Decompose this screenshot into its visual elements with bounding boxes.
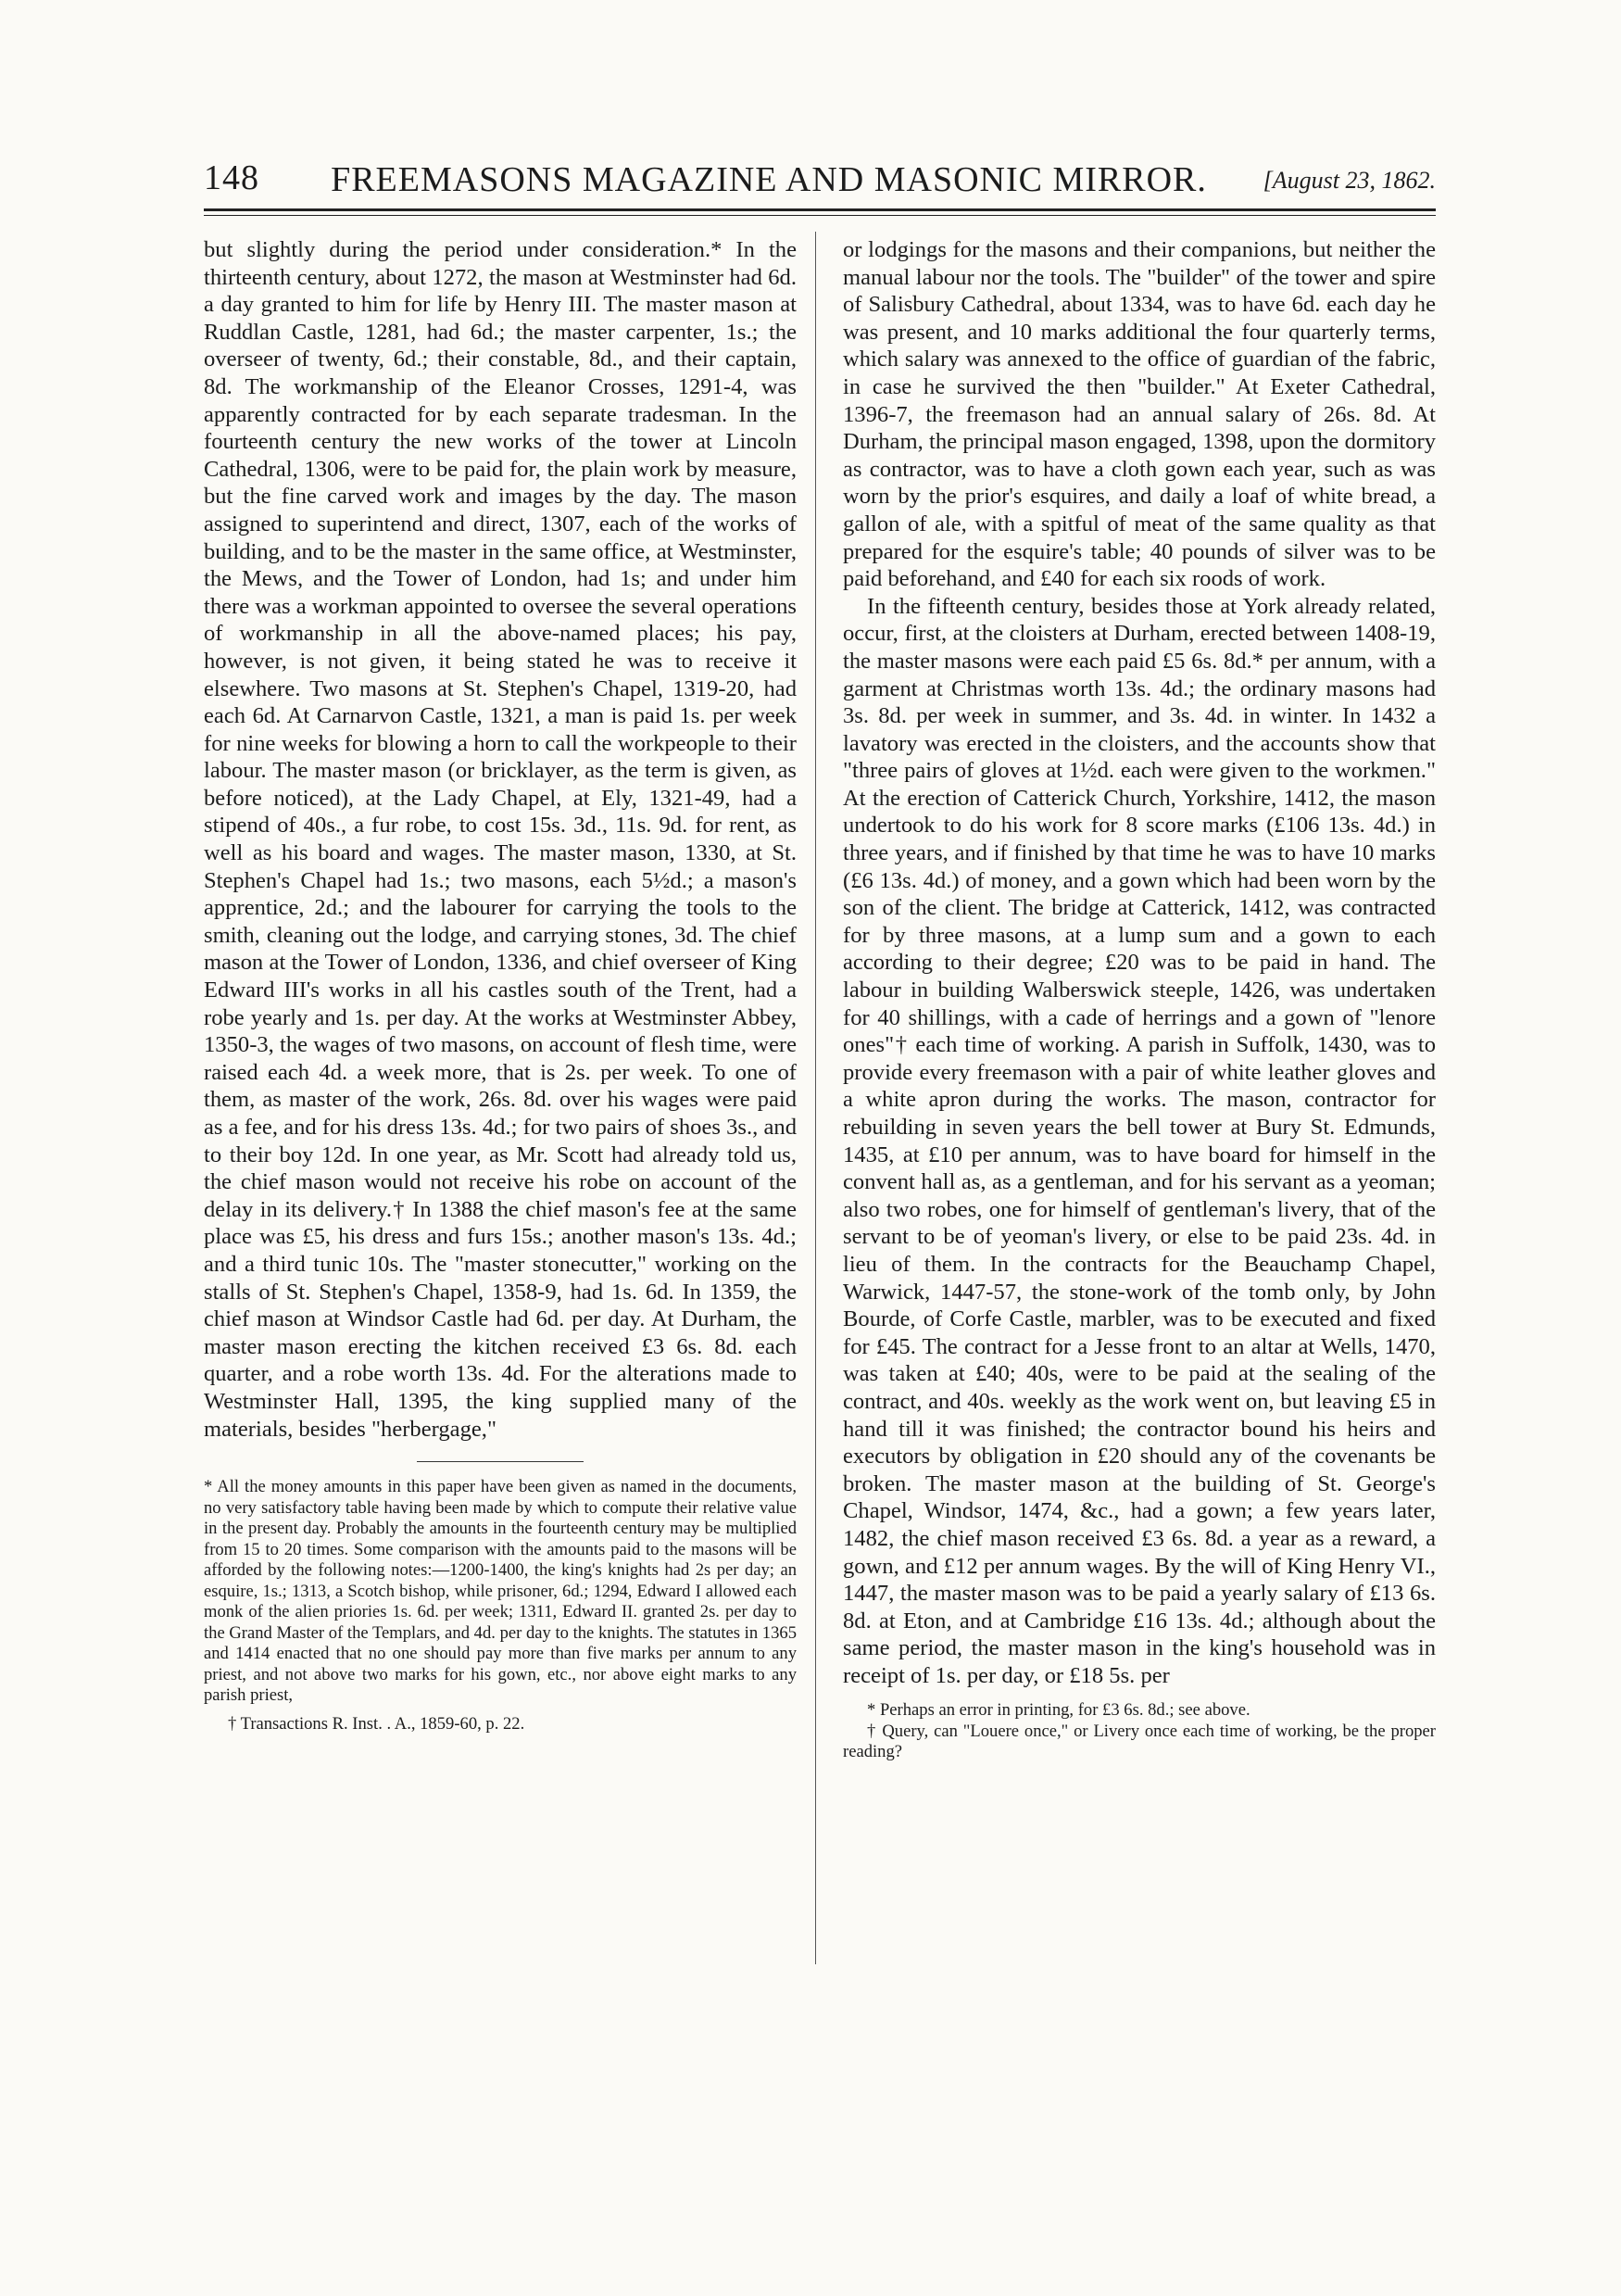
left-paragraph-1: but slightly during the period under consideration.* In the thirteenth century, about 1272, the mason at Westminster had 6d. a day granted to him for life by Henry III. The master mason at Ruddlan Castle, 1281, had 6d.; the master carpenter, 1s.; the overseer of twenty, 6d.; their constable, 8d., and their captain, 8d. The workmanship of the Eleanor Crosses, 1291-4, was apparently contracted for by each separate tradesman. In the fourteenth century the new works of the tower at Lincoln Cathedral, 1306, were to be paid for, the plain work by measure, but the fine carved work and images by the day. The mason assigned to superintend and direct, 1307, each of the works of building, and to be the master in the same office, at Westminster, the Mews, and the Tower of London, had 1s; and under him there was a workman appointed to oversee the several operations of workmanship in all the above-named places; his pay, however, is not given, it being stated he was to receive it elsewhere. Two masons at St. Stephen's Chapel, 1319-20, had each 6d. At Carnarvon Castle, 1321, a man is paid 1s. per week for nine weeks for blowing a horn to call the workpeople to their labour. The master mason (or bricklayer, as the term is given, as before noticed), at the Lady Chapel, at Ely, 1321-49, had a stipend of 40s., a fur robe, to cost 15s. 3d., 11s. 9d. for rent, as well as his board and wages. The master mason, 1330, at St. Stephen's Chapel had 1s.; two masons, each 5½d.; a mason's apprentice, 2d.; and the labourer for carrying the tools to the smith, cleaning out the lodge, and carrying stones, 3d. The chief mason at the Tower of London, 1336, and chief overseer of King Edward III's works in all his castles south of the Trent, had a robe yearly and 1s. per day. At the works at Westminster Abbey, 1350-3, the wages of two masons, on account of flesh time, were raised each 4d. a week more, that is 2s. per week. To one of them, as master of the work, 26s. 8d. over his wages were paid as a fee, and for his dress 13s. 4d.; for two pairs of shoes 3s., and to their boy 12d. In one year, as Mr. Scott had already told us, the chief mason would not receive his robe on account of the delay in its delivery.† In 1388 the chief mason's fee at the same place was £5, his dress and furs 15s.; another mason's 13s. 4d.; and a third tunic 10s. The "master stonecutter," working on the stalls of St. Stephen's Chapel, 1358-9, had 1s. 6d. In 1359, the chief mason at Windsor Castle had 6d. per day. At Durham, the master mason erecting the kitchen received £3 6s. 8d. each quarter, and a robe worth 13s. 4d. For the alterations made to Westminster Hall, 1395, the king supplied many of the materials, besides "herbergage,"	[204, 237, 797, 1442]
left-footnote-1: * All the money amounts in this paper have been given as named in the documents, no very satisfactory table having been made by which to compute their relative value in the present day. Probably the amounts in the fourteenth century may be multiplied from 15 to 20 times. Some comparison with the amounts paid to the masons will be afforded by the following notes:—1200-1400, the king's knights had 2s per day; an esquire, 1s.; 1313, a Scotch bishop, while prisoner, 6d.; 1294, Edward I allowed each monk of the alien priories 1s. 6d. per week; 1311, Edward II. granted 2s. per day to the Grand Master of the Templars, and 4d. per day to the knights. The statutes in 1365 and 1414 enacted that no one should pay more than five marks per annum to any priest, and not above two marks for his gown, etc., nor above eight marks to any parish priest,	[204, 1477, 797, 1706]
right-column	[843, 236, 1436, 1763]
right-footnote-1: * Perhaps an error in printing, for £3 6s. 8d.; see above.	[867, 1700, 1250, 1721]
right-footnotes	[843, 1700, 1436, 1763]
page-header	[204, 158, 1436, 213]
left-column	[204, 236, 797, 1735]
footnote-divider	[417, 1461, 584, 1462]
header-rule-thick	[204, 208, 1436, 211]
right-paragraph-2: In the fifteenth century, besides those at York already related, occur, first, at the cloisters at Durham, erected between 1408-19, the master masons were each paid £5 6s. 8d.* per annum, with a garment at Christmas worth 13s. 4d.; the ordinary masons had 3s. 8d. per week in summer, and 3s. 4d. in winter. In 1432 a lavatory was erected in the cloisters, and the accounts show that "three pairs of gloves at 1½d. each were given to the workmen." At the erection of Catterick Church, Yorkshire, 1412, the mason undertook to do his work for 8 score marks (£106 13s. 4d.) in three years, and if finished by that time he was to have 10 marks (£6 13s. 4d.) of money, and a gown which had been worn by the son of the client. The bridge at Catterick, 1412, was contracted for by three masons, at a lump sum and a gown to each according to their degree; £20 was to be paid in hand. The labour in building Walberswick steeple, 1426, was undertaken for 40 shillings, with a cade of herrings and a gown of "lenore ones"† each time of working. A parish in Suffolk, 1430, was to provide every freemason with a pair of white leather gloves and a white apron during the works. The mason, contractor for rebuilding in seven years the bell tower at Bury St. Edmunds, 1435, at £10 per annum, was to have board for himself in the convent hall as, as a gentleman, and for his servant as a yeoman; also two robes, one for himself of gentleman's livery, that of the servant to be of yeoman's livery, or else to be paid 23s. 4d. in lieu of them. In the contracts for the Beauchamp Chapel, Warwick, 1447-57, the stone-work of the tomb only, by John Bourde, of Corfe Castle, marbler, was to be executed and fixed for £45. The contract for a Jesse front to an altar at Wells, 1470, was taken at £40; 40s, were to be paid at the sealing of the contract, and 40s. weekly as the work went on, but leaving £5 in hand till it was finished; the contractor bound his heirs and executors by obligation in £20 should any of the covenants be broken. The master mason at the building of St. George's Chapel, Windsor, 1474, &c., had a gown; a few years later, 1482, the chief mason received £3 6s. 8d. a year as a reward, a gown, and £12 per annum wages. By the will of King Henry VI., 1447, the master mason was to be paid a yearly salary of £13 6s. 8d. at Eton, and at Cambridge £16 13s. 4d.; although about the same period, the master mason in the king's household was in receipt of 1s. per day, or £18 5s. per	[843, 593, 1436, 1688]
header-rule-thin	[204, 215, 1436, 216]
right-footnote-2: † Query, can "Louere once," or Livery once each time of working, be the proper reading?	[843, 1721, 1436, 1762]
column-divider	[815, 232, 816, 1964]
right-paragraph-1: or lodgings for the masons and their companions, but neither the manual labour nor the tools. The "builder" of the tower and spire of Salisbury Cathedral, about 1334, was to have 6d. each day he was present, and 10 marks additional the four quarterly terms, which salary was annexed to the office of guardian of the fabric, in case he survived the then "builder." At Exeter Cathedral, 1396-7, the freemason had an annual salary of 26s. 8d. At Durham, the principal mason engaged, 1398, upon the dormitory as contractor, was to have a cloth gown each year, such as was worn by the prior's esquires, and daily a loaf of white bread, a gallon of ale, with a spitful of meat of the same quality as that prepared for the esquire's table; 40 pounds of silver was to be paid beforehand, and £40 for each six roods of work.	[843, 237, 1436, 592]
magazine-title: FREEMASONS MAGAZINE AND MASONIC MIRROR.	[331, 160, 1207, 199]
left-footnote-2: † Transactions R. Inst. . A., 1859-60, p. 22.	[228, 1713, 525, 1734]
issue-date: [August 23, 1862.	[1263, 167, 1436, 194]
page-number: 148	[204, 158, 259, 197]
